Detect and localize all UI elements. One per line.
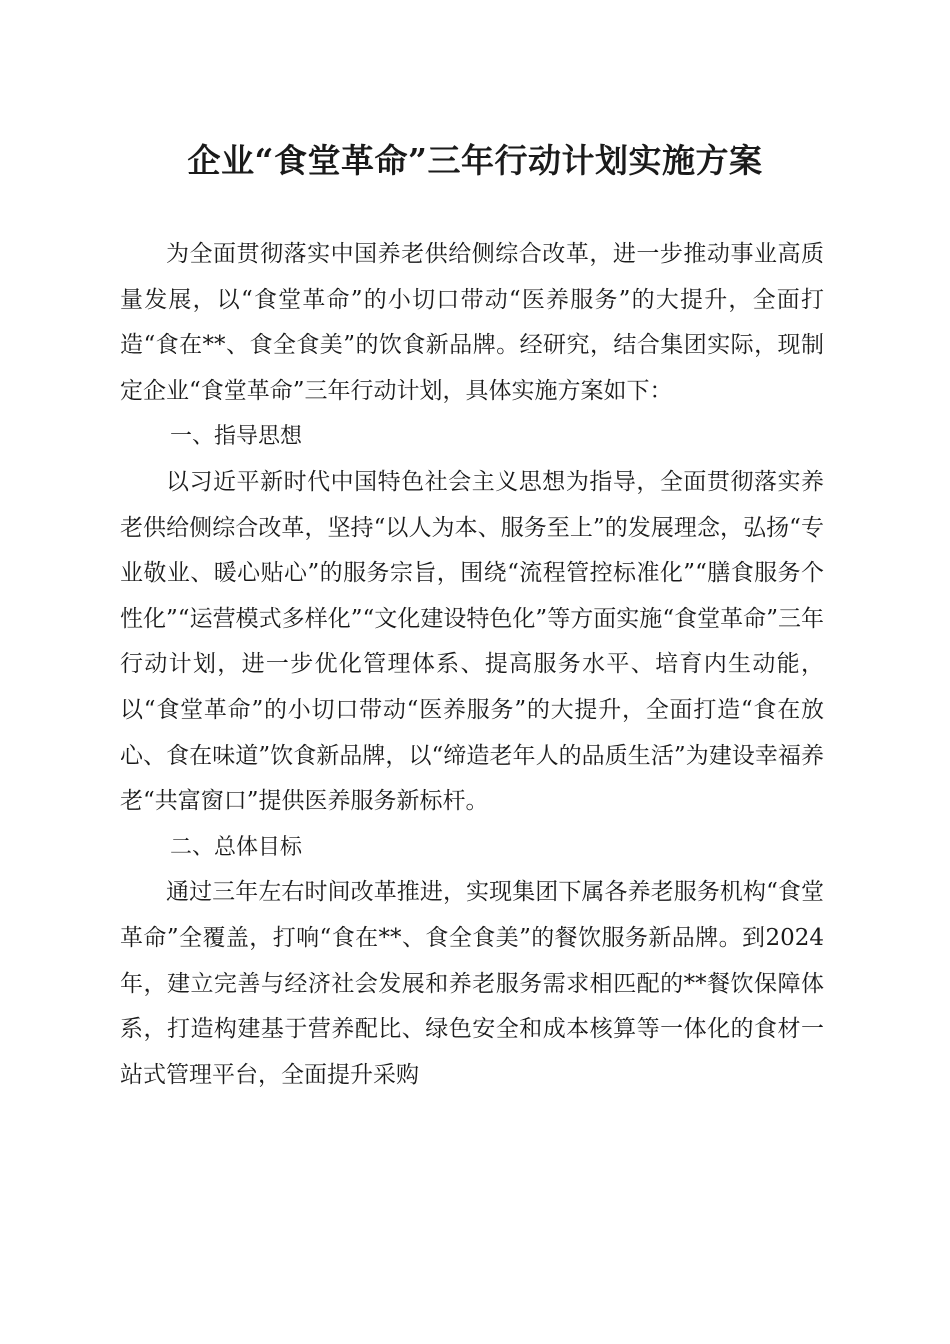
section-heading-overall-goals: 二、总体目标 (170, 834, 303, 860)
intro-paragraph: 为全面贯彻落实中国养老供给侧综合改革，进一步推动事业高质量发展，以“食堂革命”的小切口带动“医养服务”的大提升，全面打造“食在**、食全食美”的饮食新品牌。经研究，结合集团实际，现制定企业“食堂革命”三年行动计划，具体实施方案如下： (120, 241, 824, 404)
section-paragraph-guiding-ideology: 以习近平新时代中国特色社会主义思想为指导，全面贯彻落实养老供给侧综合改革，坚持“以人为本、服务至上”的发展理念，弘扬“专业敬业、暖心贴心”的服务宗旨，围绕“流程管控标准化”“膳食服务个性化”“运营模式多样化”“文化建设特色化”等方面实施“食堂革命”三年行动计划，进一步优化管理体系、提高服务水平、培育内生动能，以“食堂革命”的小切口带动“医养服务”的大提升，全面打造“食在放心、食在味道”饮食新品牌，以“缔造老年人的品质生活”为建设幸福养老“共富窗口”提供医养服务新标杆。 (120, 468, 824, 815)
section-paragraph-overall-goals: 通过三年左右时间改革推进，实现集团下属各养老服务机构“食堂革命”全覆盖，打响“食在**、食全食美”的餐饮服务新品牌。到2024年，建立完善与经济社会发展和养老服务需求相匹配的**餐饮保障体系，打造构建基于营养配比、绿色安全和成本核算等一体化的食材一站式管理平台，全面提升采购 (120, 879, 824, 1088)
document-body (120, 232, 824, 1098)
document-title: 企业“食堂革命”三年行动计划实施方案 (187, 141, 763, 180)
section-heading-guiding-ideology: 一、指导思想 (170, 424, 303, 450)
